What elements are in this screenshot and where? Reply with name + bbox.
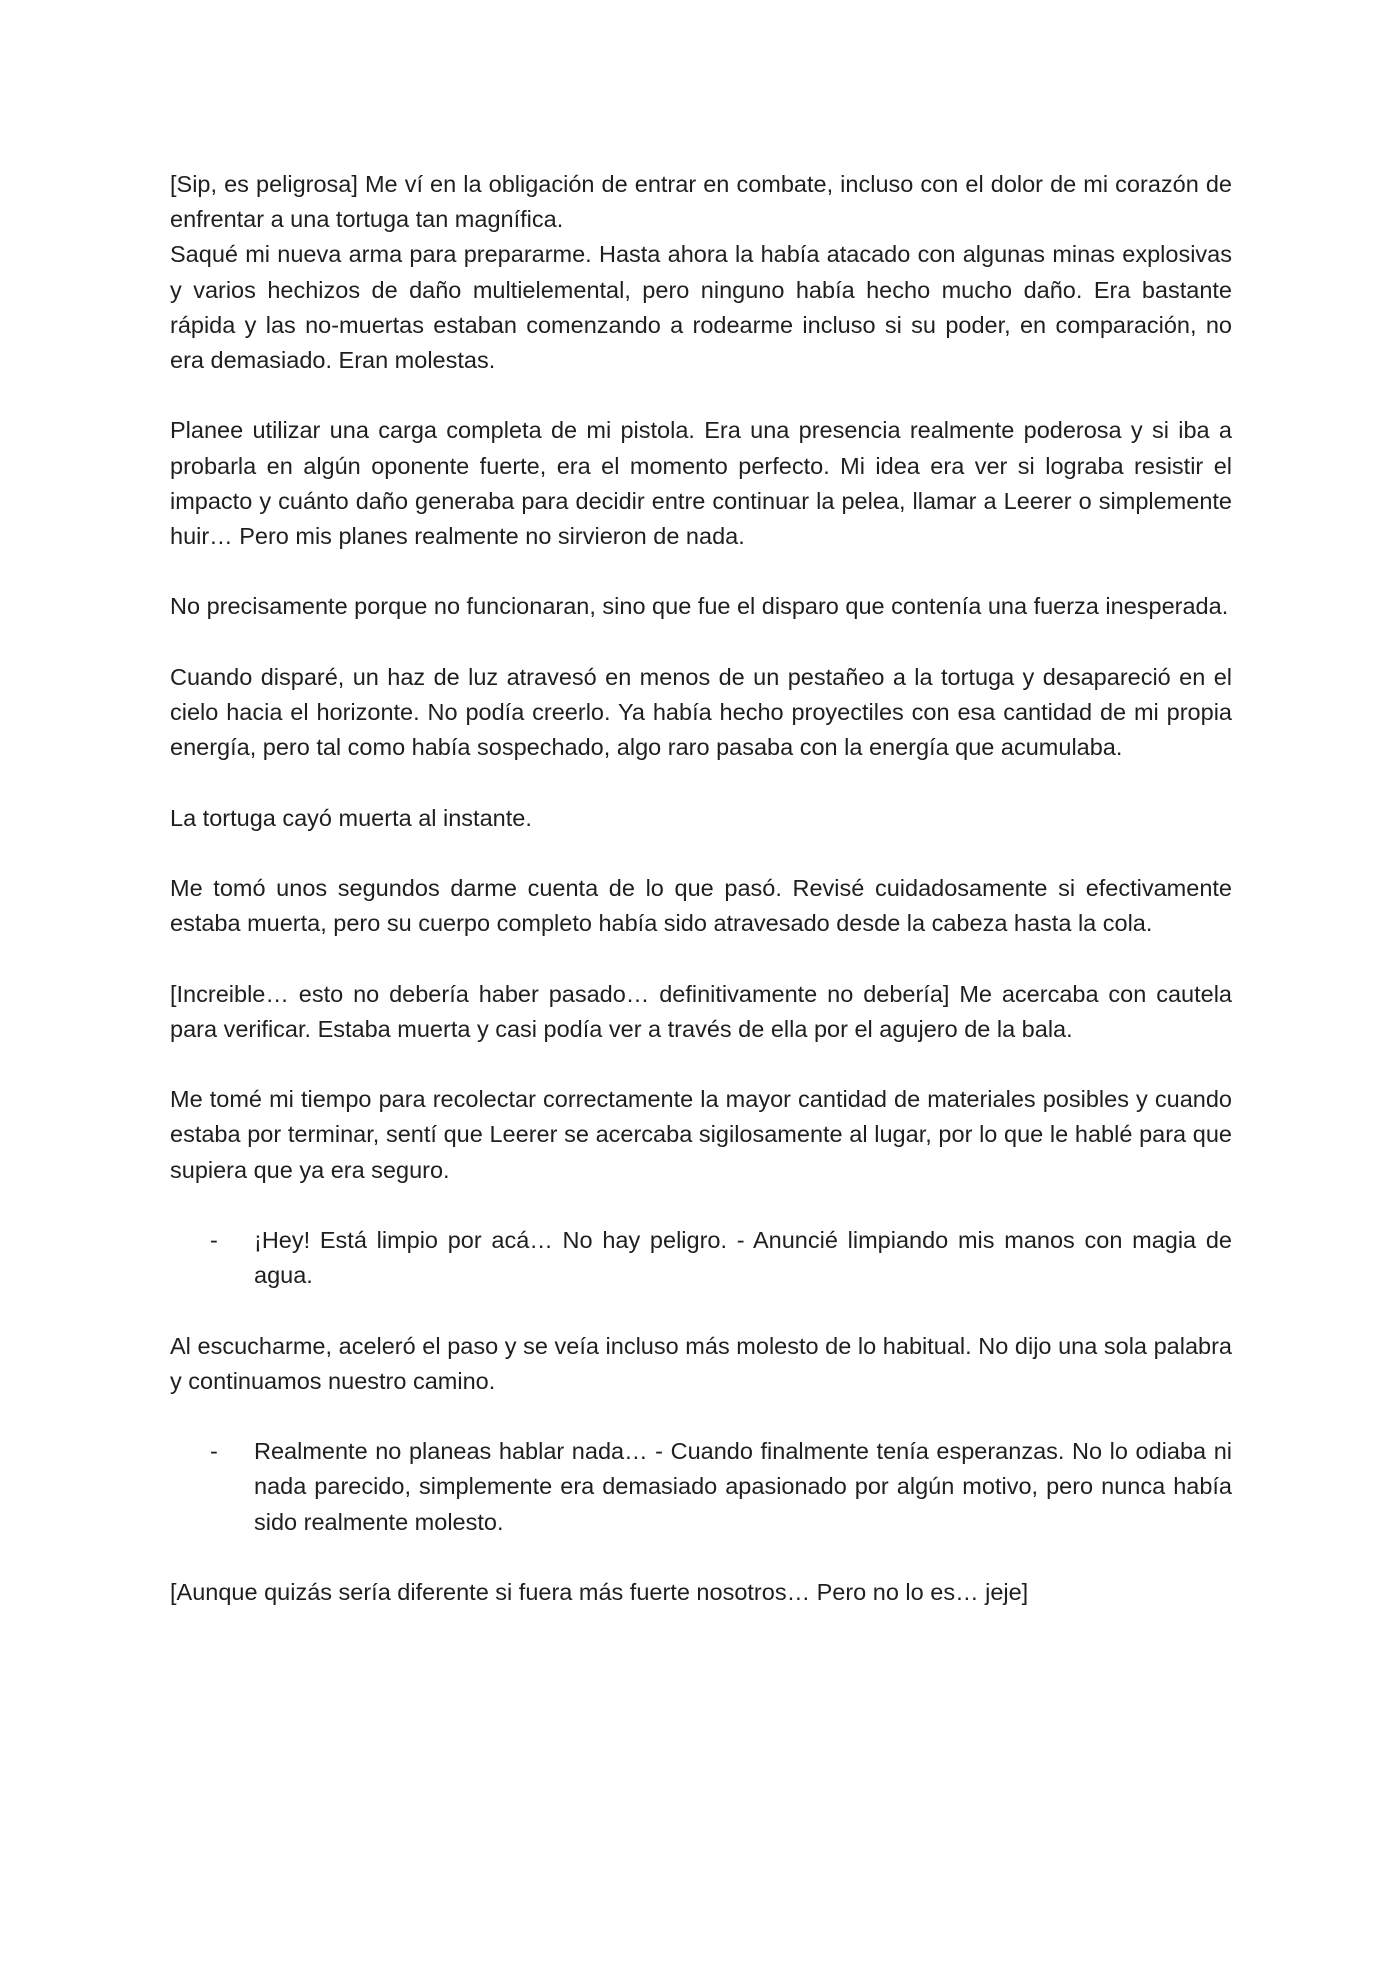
paragraph-2: Saqué mi nueva arma para prepararme. Hasta ahora la había atacado con algunas minas explosivas y varios hechizos de daño multielemental, pero ninguno había hecho mucho daño. Era bastante rápida y las no-muertas estaban comenzando a rodearme incluso si su poder, en comparación, no era demasiado. Eran molestas. [170,241,1232,374]
paragraph-1: [Sip, es peligrosa] Me ví en la obligación de entrar en combate, incluso con el dolor de mi corazón de enfrentar a una tortuga tan magnífica. [170,171,1232,233]
document-body [170,167,1232,1610]
dash-bullet: - [210,1438,218,1465]
paragraph-11: [Aunque quizás sería diferente si fuera más fuerte nosotros… Pero no lo es… jeje] [170,1578,1029,1605]
dialogue-text-1: ¡Hey! Está limpio por acá… No hay peligro. - Anuncié limpiando mis manos con magia de agua. [254,1226,1232,1289]
paragraph-5: Cuando disparé, un haz de luz atravesó en menos de un pestañeo a la tortuga y desapareció en el cielo hacia el horizonte. No podía creerlo. Ya había hecho proyectiles con esa cantidad de mi propia energía, pero tal como había sospechado, algo raro pasaba con la energía que acumulaba. [170,663,1232,761]
dash-bullet: - [210,1226,218,1253]
dialogue-item-1 [170,1223,1232,1293]
paragraph-8: [Increible… esto no debería haber pasado… definitivamente no debería] Me acercaba con cautela para verificar. Estaba muerta y casi podía ver a través de ella por el agujero de la bala. [170,980,1232,1042]
paragraph-10: Al escucharme, aceleró el paso y se veía incluso más molesto de lo habitual. No dijo una sola palabra y continuamos nuestro camino. [170,1332,1232,1394]
dialogue-item-2 [170,1434,1232,1540]
paragraph-9: Me tomé mi tiempo para recolectar correctamente la mayor cantidad de materiales posibles y cuando estaba por terminar, sentí que Leerer se acercaba sigilosamente al lugar, por lo que le hablé para que supiera que ya era seguro. [170,1086,1232,1183]
paragraph-7: Me tomó unos segundos darme cuenta de lo que pasó. Revisé cuidadosamente si efectivamente estaba muerta, pero su cuerpo completo había sido atravesado desde la cabeza hasta la cola. [170,874,1232,937]
dialogue-text-2: Realmente no planeas hablar nada… - Cuando finalmente tenía esperanzas. No lo odiaba ni nada parecido, simplemente era demasiado apasionado por algún motivo, pero nunca había sido realmente molesto. [254,1438,1232,1535]
paragraph-4: No precisamente porque no funcionaran, sino que fue el disparo que contenía una fuerza inesperada. [170,593,1229,620]
paragraph-3: Planee utilizar una carga completa de mi pistola. Era una presencia realmente poderosa y si iba a probarla en algún oponente fuerte, era el momento perfecto. Mi idea era ver si lograba resistir el impacto y cuánto daño generaba para decidir entre continuar la pelea, llamar a Leerer o simplemente huir… Pero mis planes realmente no sirvieron de nada. [170,417,1232,550]
paragraph-6: La tortuga cayó muerta al instante. [170,804,532,831]
